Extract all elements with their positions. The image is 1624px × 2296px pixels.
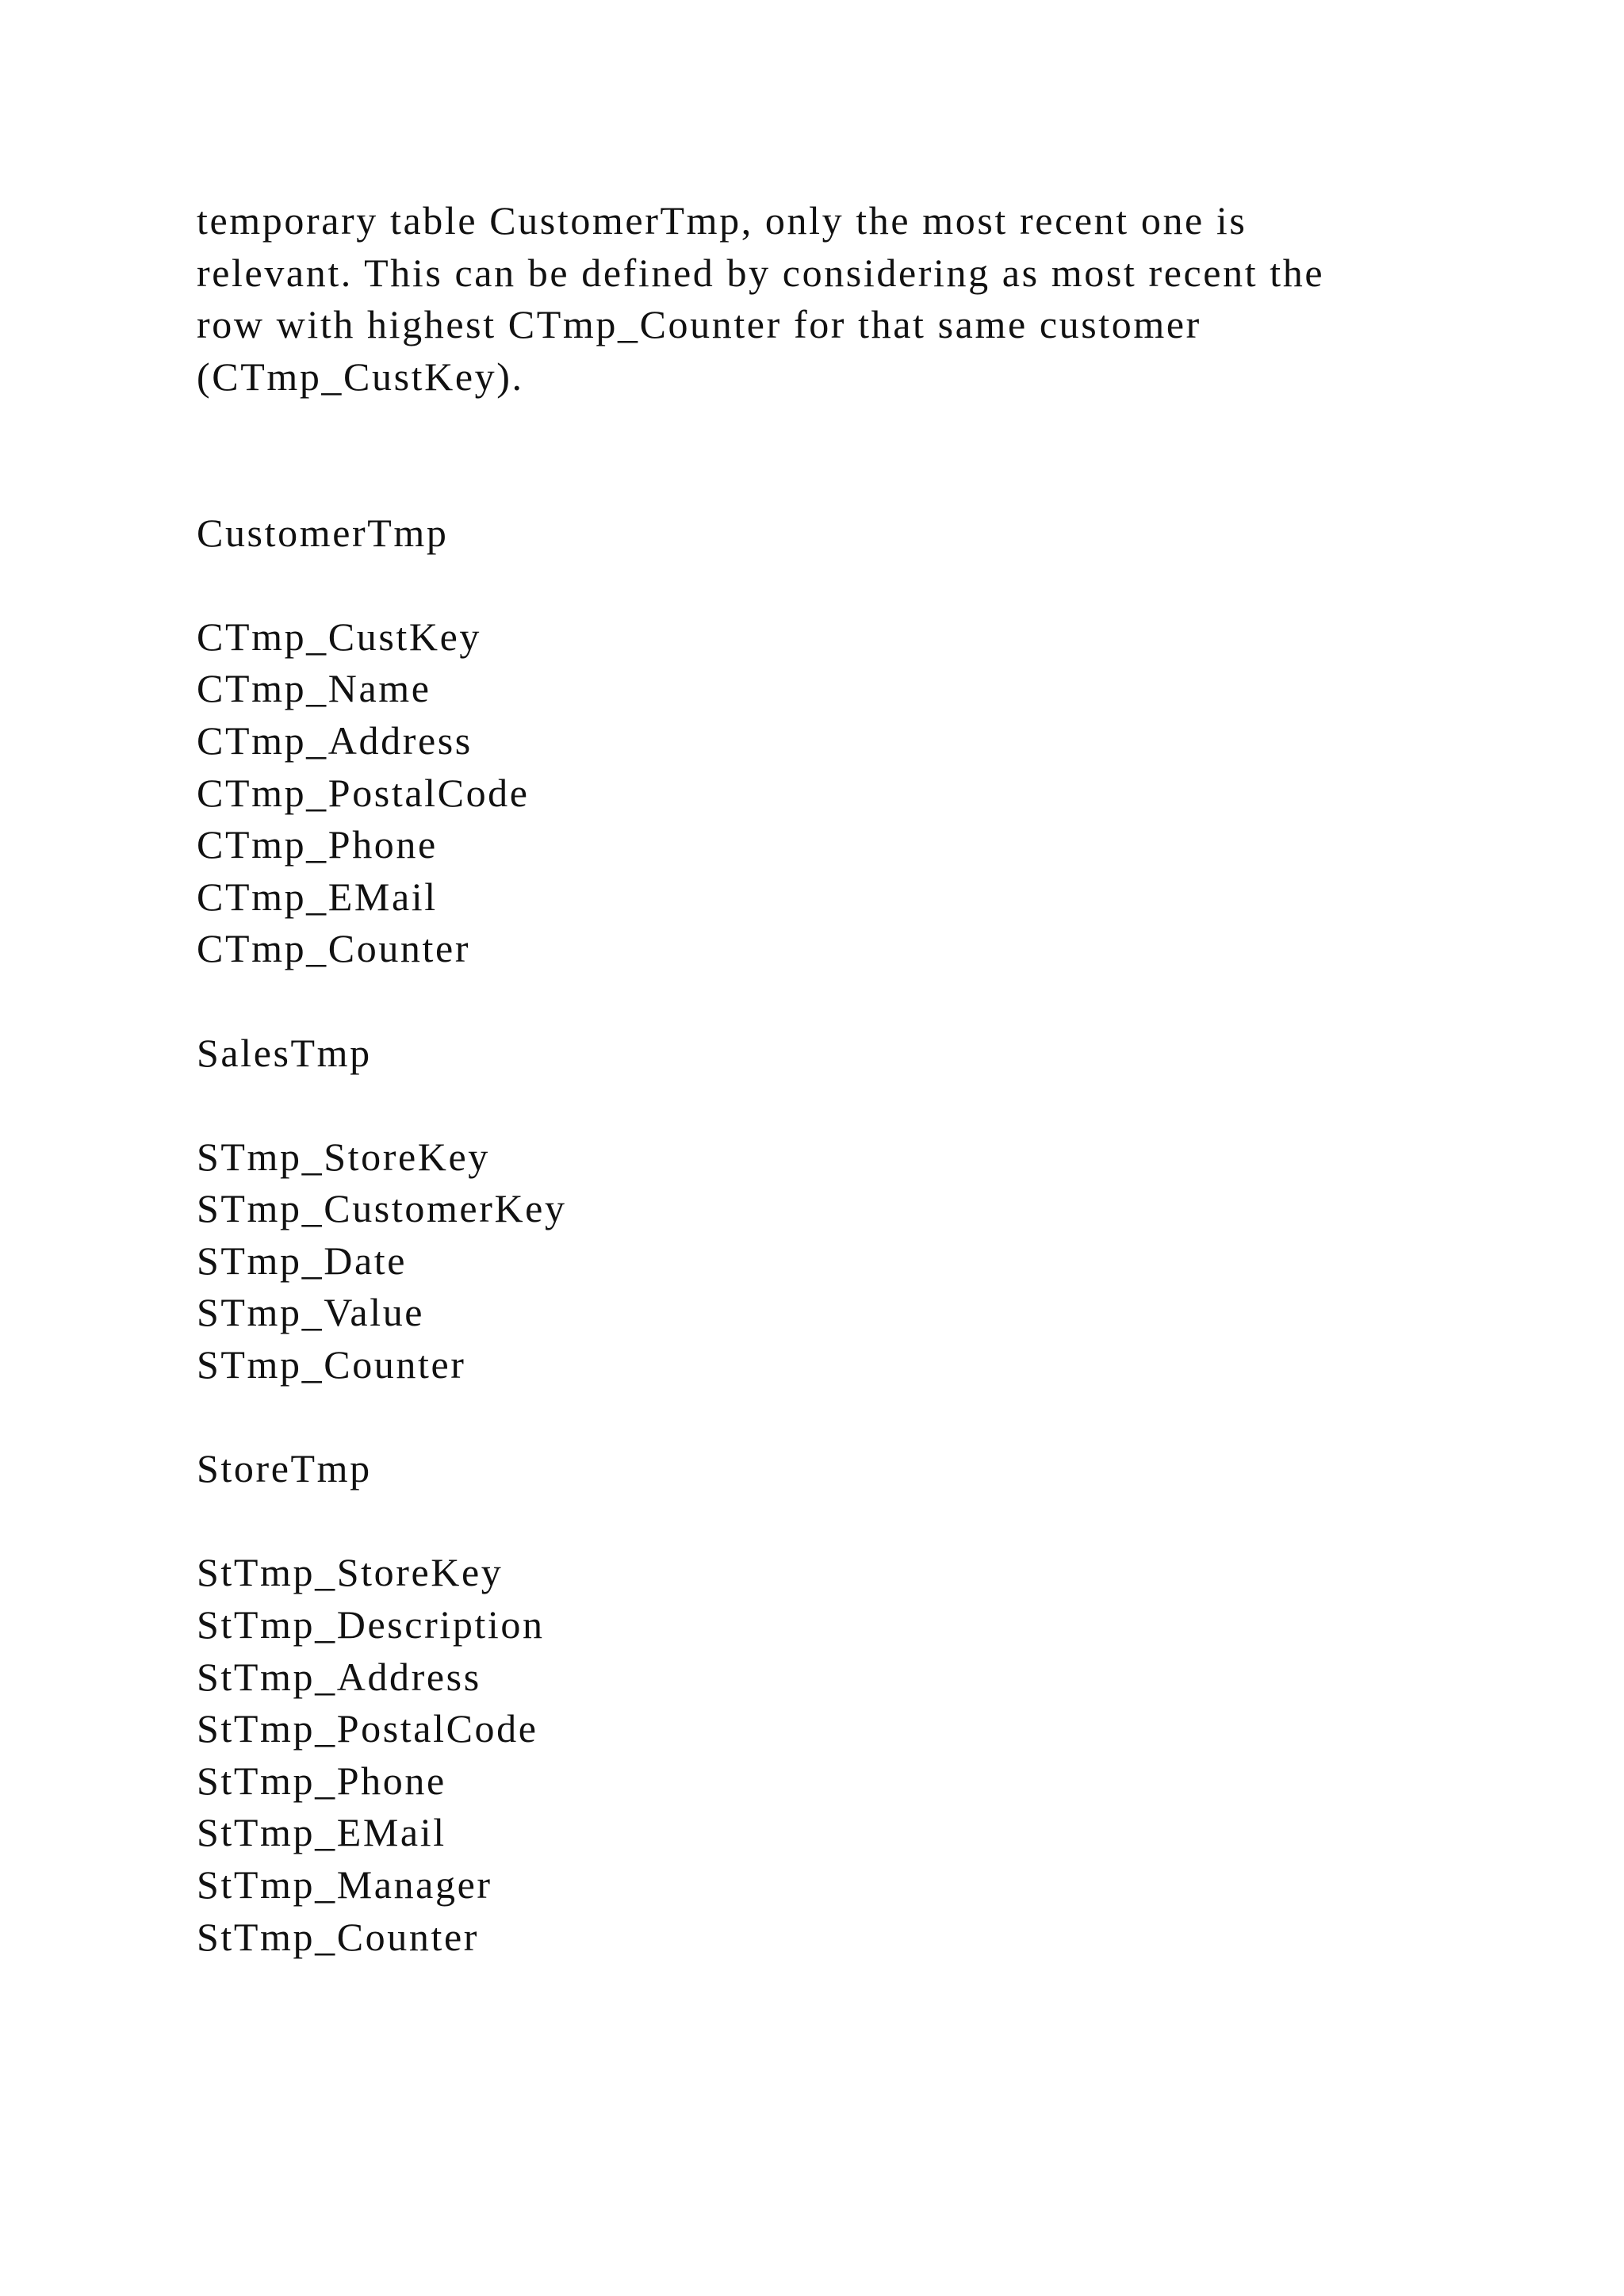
field-list xyxy=(197,1131,1481,1391)
table-name: StoreTmp xyxy=(197,1446,372,1491)
intro-line: (CTmp_CustKey). xyxy=(197,354,524,399)
document-body xyxy=(197,195,1481,1963)
intro-line: row with highest CTmp_Counter for that same customer xyxy=(197,302,1201,347)
field-item: STmp_Counter xyxy=(197,1342,466,1387)
table-name: SalesTmp xyxy=(197,1030,372,1075)
field-item: STmp_StoreKey xyxy=(197,1134,490,1179)
field-item: CTmp_Counter xyxy=(197,926,471,971)
field-item: StTmp_Counter xyxy=(197,1914,480,1959)
field-item: StTmp_Address xyxy=(197,1654,481,1699)
field-item: CTmp_EMail xyxy=(197,874,438,919)
spacer xyxy=(197,403,1481,507)
spacer xyxy=(197,1391,1481,1444)
field-item: CTmp_Address xyxy=(197,718,473,763)
field-item: CTmp_Phone xyxy=(197,822,438,867)
field-list xyxy=(197,611,1481,975)
spacer xyxy=(197,1495,1481,1548)
field-item: StTmp_EMail xyxy=(197,1810,446,1855)
spacer xyxy=(197,559,1481,611)
table-section-storetmp xyxy=(197,1443,1481,1963)
field-item: StTmp_PostalCode xyxy=(197,1706,538,1751)
field-item: STmp_Value xyxy=(197,1290,425,1335)
intro-line: relevant. This can be defined by considering as most recent the xyxy=(197,250,1325,295)
intro-line: temporary table CustomerTmp, only the most recent one is xyxy=(197,198,1247,243)
table-section-salestmp xyxy=(197,1027,1481,1391)
field-item: CTmp_Name xyxy=(197,666,431,711)
table-name: CustomerTmp xyxy=(197,510,449,555)
spacer xyxy=(197,1079,1481,1131)
field-item: StTmp_Manager xyxy=(197,1862,492,1907)
field-item: CTmp_PostalCode xyxy=(197,770,530,815)
field-item: StTmp_StoreKey xyxy=(197,1550,504,1595)
spacer xyxy=(197,975,1481,1027)
field-item: STmp_CustomerKey xyxy=(197,1186,567,1231)
field-item: STmp_Date xyxy=(197,1238,408,1283)
field-item: CTmp_CustKey xyxy=(197,614,481,659)
field-item: StTmp_Description xyxy=(197,1602,545,1647)
table-section-customertmp xyxy=(197,507,1481,975)
intro-paragraph xyxy=(197,195,1481,403)
field-item: StTmp_Phone xyxy=(197,1758,446,1803)
field-list xyxy=(197,1547,1481,1963)
